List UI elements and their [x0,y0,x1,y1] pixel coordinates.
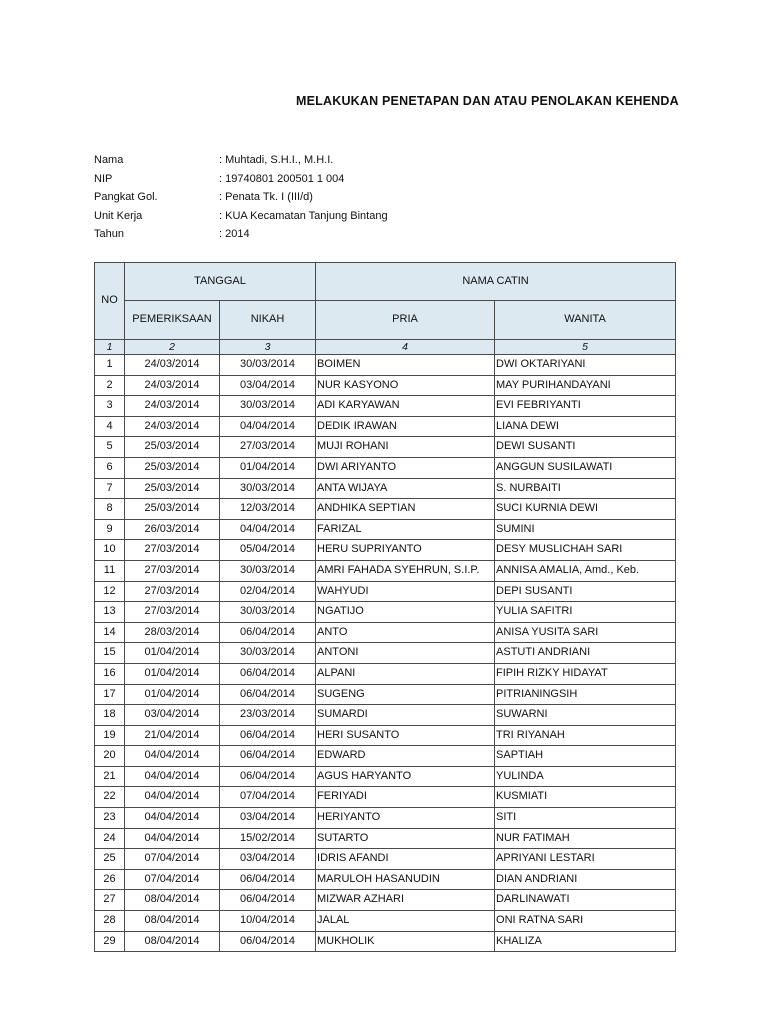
tanggal-pemeriksaan: 24/03/2014 [125,416,220,437]
tanggal-pemeriksaan: 24/03/2014 [125,375,220,396]
tanggal-pemeriksaan: 28/03/2014 [125,622,220,643]
tanggal-pemeriksaan: 25/03/2014 [125,499,220,520]
tanggal-nikah: 06/04/2014 [220,725,316,746]
nama-pria: ALPANI [316,663,495,684]
info-value: : 19740801 200501 1 004 [219,172,345,185]
nama-pria: NGATIJO [316,602,495,623]
tanggal-nikah: 01/04/2014 [220,457,316,478]
tanggal-pemeriksaan: 08/04/2014 [125,911,220,932]
tanggal-pemeriksaan: 25/03/2014 [125,457,220,478]
tanggal-pemeriksaan: 27/03/2014 [125,581,220,602]
nama-wanita: S. NURBAITI [495,478,676,499]
nama-pria: ANTO [316,622,495,643]
tanggal-nikah: 30/03/2014 [220,355,316,376]
table-row [95,869,676,890]
table-row [95,457,676,478]
tanggal-pemeriksaan: 04/04/2014 [125,787,220,808]
nama-wanita: PITRIANINGSIH [495,684,676,705]
table-body [95,355,676,952]
row-no: 23 [95,808,125,829]
tanggal-nikah: 05/04/2014 [220,540,316,561]
tanggal-pemeriksaan: 03/04/2014 [125,705,220,726]
nama-wanita: DWI OKTARIYANI [495,355,676,376]
tanggal-nikah: 23/03/2014 [220,705,316,726]
nama-wanita: ANGGUN SUSILAWATI [495,457,676,478]
nama-pria: JALAL [316,911,495,932]
info-value: : KUA Kecamatan Tanjung Bintang [219,209,388,222]
tanggal-pemeriksaan: 04/04/2014 [125,828,220,849]
table-row [95,396,676,417]
nama-wanita: ANNISA AMALIA, Amd., Keb. [495,560,676,581]
tanggal-nikah: 07/04/2014 [220,787,316,808]
column-number: 2 [125,340,220,355]
info-label: Nama [94,154,124,166]
nama-wanita: ANISA YUSITA SARI [495,622,676,643]
info-label: Pangkat Gol. [94,191,158,203]
info-label: Unit Kerja [94,209,143,222]
nama-pria: ANTONI [316,643,495,664]
tanggal-nikah: 06/04/2014 [220,746,316,767]
row-no: 15 [95,643,125,664]
row-no: 26 [95,869,125,890]
row-no: 25 [95,849,125,870]
tanggal-nikah: 06/04/2014 [220,766,316,787]
table-row [95,560,676,581]
table-row [95,746,676,767]
row-no: 4 [95,416,125,437]
info-label: NIP [94,172,113,185]
table-row [95,684,676,705]
table-row [95,890,676,911]
header-wanita: WANITA [495,301,676,340]
tanggal-nikah: 12/03/2014 [220,499,316,520]
table-row [95,808,676,829]
tanggal-nikah: 02/04/2014 [220,581,316,602]
tanggal-pemeriksaan: 24/03/2014 [125,355,220,376]
nama-wanita: DEPI SUSANTI [495,581,676,602]
info-row [94,188,388,207]
nama-pria: ADI KARYAWAN [316,396,495,417]
tanggal-pemeriksaan: 27/03/2014 [125,560,220,581]
nama-wanita: APRIYANI LESTARI [495,849,676,870]
row-no: 8 [95,499,125,520]
nama-wanita: YULIA SAFITRI [495,602,676,623]
row-no: 9 [95,519,125,540]
officer-info [94,151,388,244]
header-tanggal: TANGGAL [125,263,316,301]
document-title: MELAKUKAN PENETAPAN DAN ATAU PENOLAKAN KEHENDA [296,94,679,108]
info-row [94,170,388,189]
info-value: : Muhtadi, S.H.I., M.H.I. [219,154,334,166]
nama-pria: IDRIS AFANDI [316,849,495,870]
nama-pria: MUJI ROHANI [316,437,495,458]
tanggal-pemeriksaan: 07/04/2014 [125,869,220,890]
tanggal-nikah: 06/04/2014 [220,869,316,890]
row-no: 17 [95,684,125,705]
tanggal-pemeriksaan: 04/04/2014 [125,808,220,829]
tanggal-nikah: 30/03/2014 [220,396,316,417]
table-row [95,416,676,437]
nama-wanita: DARLINAWATI [495,890,676,911]
table-row [95,849,676,870]
row-no: 20 [95,746,125,767]
nama-wanita: YULINDA [495,766,676,787]
row-no: 29 [95,931,125,952]
table-row [95,911,676,932]
row-no: 13 [95,602,125,623]
row-no: 16 [95,663,125,684]
row-no: 18 [95,705,125,726]
nama-wanita: SAPTIAH [495,746,676,767]
nama-wanita: DEWI SUSANTI [495,437,676,458]
nama-pria: SUGENG [316,684,495,705]
table-row [95,622,676,643]
tanggal-nikah: 06/04/2014 [220,931,316,952]
info-row [94,225,388,244]
row-no: 11 [95,560,125,581]
nama-pria: SUTARTO [316,828,495,849]
tanggal-nikah: 15/02/2014 [220,828,316,849]
nama-pria: AMRI FAHADA SYEHRUN, S.I.P. [316,560,495,581]
column-number: 5 [495,340,676,355]
nama-pria: HERI SUSANTO [316,725,495,746]
table-row [95,931,676,952]
tanggal-pemeriksaan: 01/04/2014 [125,684,220,705]
row-no: 21 [95,766,125,787]
tanggal-nikah: 30/03/2014 [220,643,316,664]
row-no: 3 [95,396,125,417]
row-no: 27 [95,890,125,911]
tanggal-nikah: 10/04/2014 [220,911,316,932]
tanggal-pemeriksaan: 27/03/2014 [125,602,220,623]
column-number: 4 [316,340,495,355]
nama-pria: ANTA WIJAYA [316,478,495,499]
nama-pria: SUMARDI [316,705,495,726]
row-no: 14 [95,622,125,643]
table-row [95,581,676,602]
nama-pria: MIZWAR AZHARI [316,890,495,911]
nama-pria: FARIZAL [316,519,495,540]
nama-pria: MUKHOLIK [316,931,495,952]
row-no: 2 [95,375,125,396]
row-no: 6 [95,457,125,478]
table-row [95,725,676,746]
table-row [95,828,676,849]
header-pria: PRIA [316,301,495,340]
nama-wanita: LIANA DEWI [495,416,676,437]
header-nama-catin: NAMA CATIN [316,263,676,301]
tanggal-pemeriksaan: 27/03/2014 [125,540,220,561]
tanggal-pemeriksaan: 25/03/2014 [125,478,220,499]
row-no: 5 [95,437,125,458]
table-row [95,643,676,664]
nama-wanita: EVI FEBRIYANTI [495,396,676,417]
nama-wanita: FIPIH RIZKY HIDAYAT [495,663,676,684]
row-no: 10 [95,540,125,561]
nama-pria: HERIYANTO [316,808,495,829]
column-number: 1 [95,340,125,355]
header-nikah: NIKAH [220,301,316,340]
nama-wanita: DESY MUSLICHAH SARI [495,540,676,561]
tanggal-pemeriksaan: 01/04/2014 [125,663,220,684]
tanggal-nikah: 04/04/2014 [220,416,316,437]
row-no: 24 [95,828,125,849]
nama-wanita: SUMINI [495,519,676,540]
tanggal-pemeriksaan: 08/04/2014 [125,931,220,952]
tanggal-pemeriksaan: 21/04/2014 [125,725,220,746]
tanggal-pemeriksaan: 24/03/2014 [125,396,220,417]
nama-wanita: SITI [495,808,676,829]
nama-pria: ANDHIKA SEPTIAN [316,499,495,520]
info-value: : Penata Tk. I (III/d) [219,191,313,203]
table-row [95,437,676,458]
tanggal-nikah: 04/04/2014 [220,519,316,540]
nama-wanita: KHALIZA [495,931,676,952]
nama-wanita: SUCI KURNIA DEWI [495,499,676,520]
nama-pria: MARULOH HASANUDIN [316,869,495,890]
table-row [95,663,676,684]
tanggal-pemeriksaan: 26/03/2014 [125,519,220,540]
tanggal-pemeriksaan: 04/04/2014 [125,766,220,787]
nama-pria: BOIMEN [316,355,495,376]
row-no: 22 [95,787,125,808]
tanggal-pemeriksaan: 08/04/2014 [125,890,220,911]
tanggal-nikah: 03/04/2014 [220,375,316,396]
row-no: 7 [95,478,125,499]
table-row [95,705,676,726]
tanggal-pemeriksaan: 01/04/2014 [125,643,220,664]
tanggal-nikah: 06/04/2014 [220,663,316,684]
tanggal-pemeriksaan: 25/03/2014 [125,437,220,458]
nama-wanita: TRI RIYANAH [495,725,676,746]
tanggal-nikah: 30/03/2014 [220,478,316,499]
tanggal-nikah: 03/04/2014 [220,808,316,829]
table-row [95,787,676,808]
row-no: 28 [95,911,125,932]
table-row [95,499,676,520]
info-label: Tahun [94,228,124,240]
tanggal-nikah: 30/03/2014 [220,560,316,581]
tanggal-nikah: 06/04/2014 [220,684,316,705]
table-row [95,766,676,787]
nama-pria: DWI ARIYANTO [316,457,495,478]
nama-wanita: SUWARNI [495,705,676,726]
tanggal-nikah: 27/03/2014 [220,437,316,458]
tanggal-nikah: 06/04/2014 [220,890,316,911]
nama-pria: EDWARD [316,746,495,767]
info-row [94,207,388,226]
tanggal-nikah: 06/04/2014 [220,622,316,643]
nama-pria: HERU SUPRIYANTO [316,540,495,561]
row-no: 19 [95,725,125,746]
table-row [95,540,676,561]
row-no: 12 [95,581,125,602]
tanggal-nikah: 03/04/2014 [220,849,316,870]
nama-wanita: ASTUTI ANDRIANI [495,643,676,664]
nama-pria: DEDIK IRAWAN [316,416,495,437]
table-row [95,602,676,623]
table-row [95,375,676,396]
nama-wanita: ONI RATNA SARI [495,911,676,932]
header-no: NO [95,263,125,340]
column-number: 3 [220,340,316,355]
column-number-row [95,340,676,355]
nama-wanita: DIAN ANDRIANI [495,869,676,890]
marriage-register-table [94,262,676,952]
tanggal-pemeriksaan: 07/04/2014 [125,849,220,870]
table-row [95,478,676,499]
tanggal-pemeriksaan: 04/04/2014 [125,746,220,767]
info-row [94,151,388,170]
table-row [95,355,676,376]
nama-pria: NUR KASYONO [316,375,495,396]
nama-pria: WAHYUDI [316,581,495,602]
tanggal-nikah: 30/03/2014 [220,602,316,623]
nama-wanita: NUR FATIMAH [495,828,676,849]
nama-pria: AGUS HARYANTO [316,766,495,787]
nama-pria: FERIYADI [316,787,495,808]
header-pemeriksaan: PEMERIKSAAN [125,301,220,340]
row-no: 1 [95,355,125,376]
table-row [95,519,676,540]
nama-wanita: MAY PURIHANDAYANI [495,375,676,396]
nama-wanita: KUSMIATI [495,787,676,808]
info-value: : 2014 [219,228,250,240]
